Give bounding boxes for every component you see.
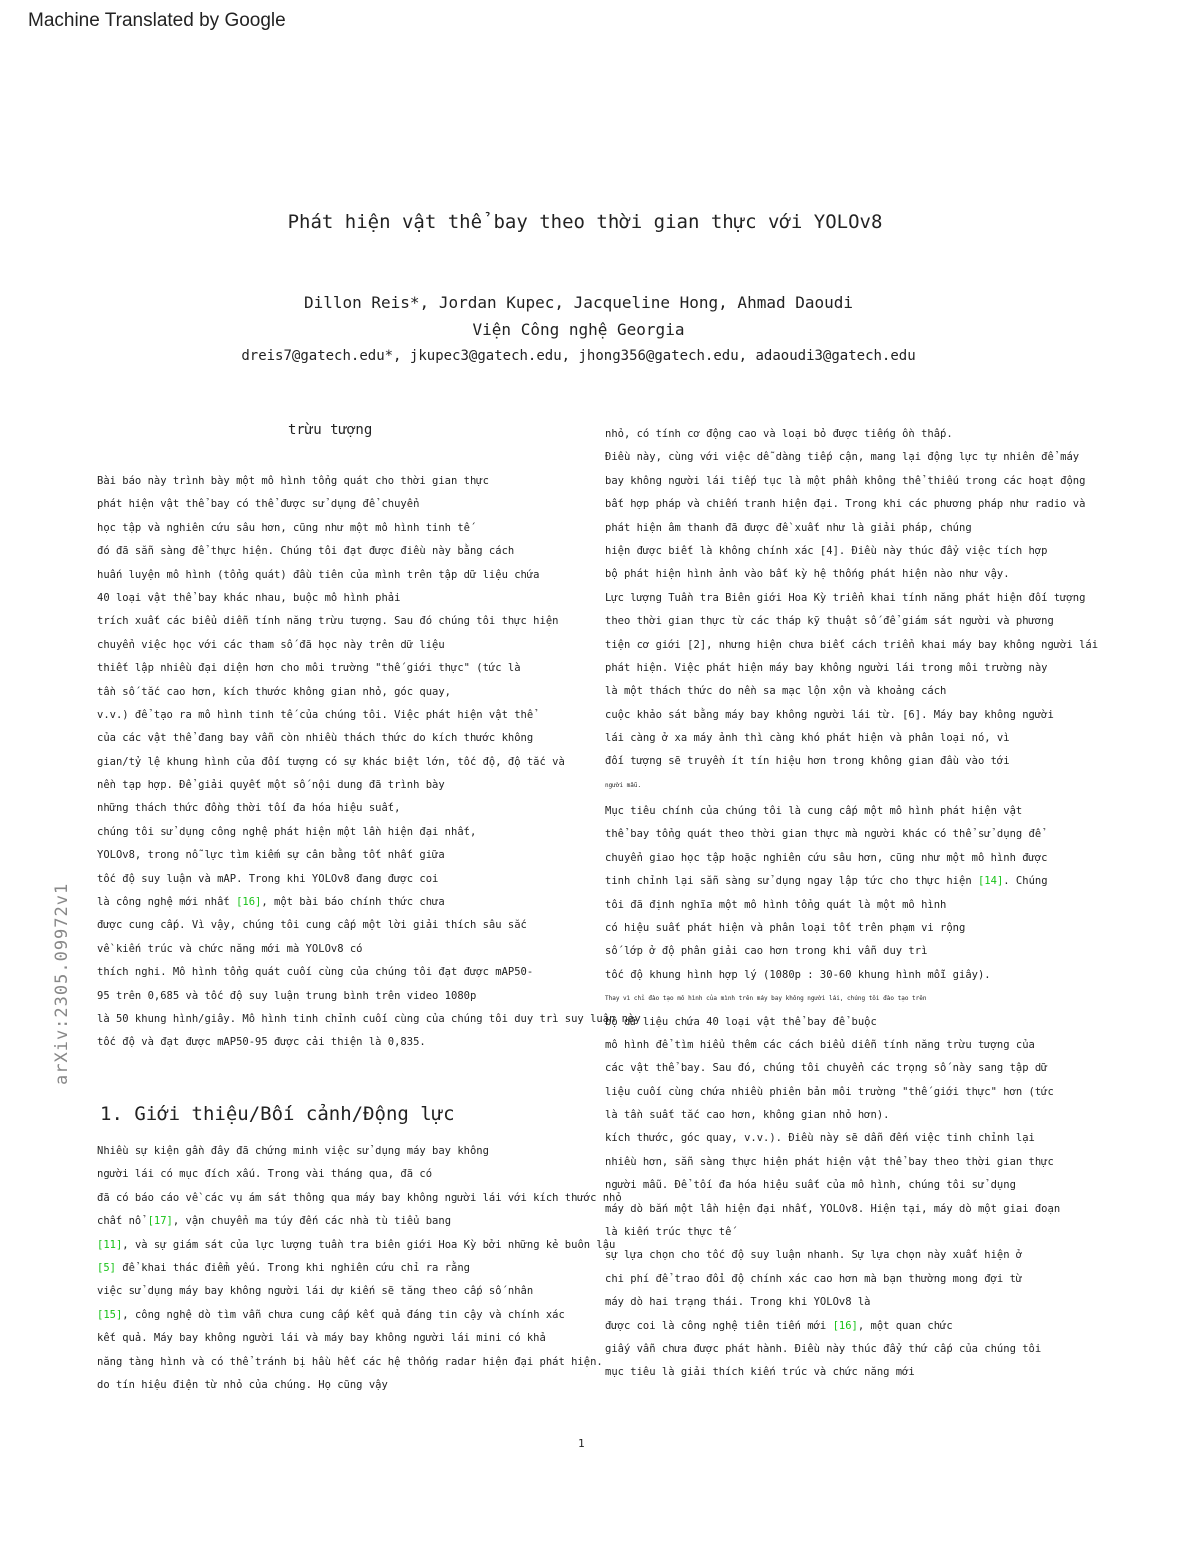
citation-link[interactable]: [15]	[97, 1308, 123, 1321]
text-line: phát hiện vật thể bay có thể được sử dụng để chuyển	[97, 498, 420, 511]
text-line: việc sử dụng máy bay không người lái dự kiến sẽ tăng theo cấp số nhân	[97, 1285, 534, 1298]
text-line: máy dò hai trạng thái. Trong khi YOLOv8 là	[605, 1296, 871, 1309]
affiliation: Viện Công nghệ Georgia	[472, 320, 685, 339]
text-line: những thách thức đồng thời tối đa hóa hiệu suất,	[97, 802, 401, 815]
text-line: v.v.) để tạo ra mô hình tinh tế của chúng tôi. Việc phát hiện vật thể	[97, 708, 534, 721]
paper-title: Phát hiện vật thể bay theo thời gian thực với YOLOv8	[287, 211, 883, 233]
section-heading-intro: 1. Giới thiệu/Bối cảnh/Động lực	[100, 1103, 455, 1125]
machine-translation-banner: Machine Translated by Google	[28, 10, 286, 31]
citation-link[interactable]: [17]	[147, 1215, 173, 1228]
text-line: chúng tôi sử dụng công nghệ phát hiện một lần hiện đại nhất,	[97, 825, 477, 838]
text-line: phát hiện. Việc phát hiện máy bay không người lái trong môi trường này	[605, 661, 1048, 674]
text-line: thể bay tổng quát theo thời gian thực mà người khác có thể sử dụng để	[605, 828, 1042, 841]
text-line: tần số tắc cao hơn, kích thước không gian nhỏ, góc quay,	[97, 685, 452, 698]
text-line: tốc độ khung hình hợp lý (1080p : 30-60 khung hình mỗi giây).	[605, 968, 991, 981]
text-line: Lực lượng Tuần tra Biên giới Hoa Kỳ triển khai tính năng phát hiện đối tượng	[605, 591, 1086, 604]
text-line: hiện được biết là không chính xác [4]. Điều này thúc đẩy việc tích hợp	[605, 544, 1048, 557]
author-emails: dreis7@gatech.edu*, jkupec3@gatech.edu, jhong356@gatech.edu, adaoudi3@gatech.edu	[241, 348, 916, 364]
text-line: về kiến trúc và chức năng mới mà YOLOv8 có	[97, 942, 363, 955]
text-line: chuyển việc học với các tham số đã học này trên dữ liệu	[97, 638, 445, 651]
text-line: [5] để khai thác điểm yếu. Trong khi nghiên cứu chỉ ra rằng	[97, 1261, 470, 1274]
text-line: tốc độ suy luận và mAP. Trong khi YOLOv8 đang được coi	[97, 872, 439, 885]
text-line: tiện cơ giới [2], nhưng hiện chưa biết cách triển khai máy bay không người lái	[605, 638, 1099, 651]
text-line: do tín hiệu điện từ nhỏ của chúng. Họ cũng vậy	[97, 1378, 388, 1391]
text-line: tốc độ và đạt được mAP50-95 được cải thiện là 0,835.	[97, 1036, 426, 1049]
citation-link[interactable]: [16]	[832, 1319, 858, 1332]
text-line: nhỏ, có tính cơ động cao và loại bỏ được tiếng ồn thấp.	[605, 428, 953, 440]
text-line: mục tiêu là giải thích kiến trúc và chức năng mới	[605, 1366, 915, 1379]
author-names: Dillon Reis*, Jordan Kupec, Jacqueline Hong, Ahmad Daoudi	[303, 293, 854, 312]
text-line: người mẫu. Để tối đa hóa hiệu suất của mô hình, chúng tôi sử dụng	[605, 1179, 1016, 1192]
text-line: bất hợp pháp và chiến tranh hiện đại. Trong khi các phương pháp như radio và	[605, 498, 1086, 511]
text-line: theo thời gian thực từ các tháp kỹ thuật số để giám sát người và phương	[605, 615, 1054, 628]
text-line: bay không người lái tiếp tục là một phần không thể thiếu trong các hoạt động	[605, 474, 1086, 487]
text-line: máy dò bắn một lần hiện đại nhất, YOLOv8. Hiện tại, máy dò một giai đoạn	[605, 1202, 1061, 1215]
right-column-paragraph-1	[605, 423, 1098, 797]
text-line: sự lựa chọn cho tốc độ suy luận nhanh. Sự lựa chọn này xuất hiện ở	[605, 1249, 1023, 1262]
text-line: bộ dữ liệu chứa 40 loại vật thể bay để buộc	[605, 1015, 877, 1028]
right-column-paragraph-2	[605, 800, 1060, 1385]
text-line: 40 loại vật thể bay khác nhau, buộc mô hình phải	[97, 591, 401, 604]
text-line: là một thách thức do nền sa mạc lộn xộn và khoảng cách	[605, 685, 947, 698]
text-line: của các vật thể đang bay vẫn còn nhiều thách thức do kích thước không	[97, 732, 534, 745]
text-line: [11], và sự giám sát của lực lượng tuần tra biên giới Hoa Kỳ bởi những kẻ buôn lậu	[97, 1238, 616, 1251]
citation-link[interactable]: [5]	[97, 1261, 116, 1274]
text-line: giấy vẫn chưa được phát hành. Điều này thúc đẩy thứ cấp của chúng tôi	[605, 1342, 1042, 1355]
text-line: năng tàng hình và có thể tránh bị hầu hết các hệ thống radar hiện đại phát hiện.	[97, 1355, 603, 1368]
text-line: được coi là công nghệ tiên tiến mới [16], một quan chức	[605, 1319, 953, 1332]
text-line: là kiến trúc thực tế	[605, 1226, 732, 1239]
text-line: kết quả. Máy bay không người lái và máy bay không người lái mini có khả	[97, 1332, 546, 1345]
text-line: tinh chỉnh lại sẵn sàng sử dụng ngay lập tức cho thực hiện [14]. Chúng	[605, 875, 1048, 888]
text-line: trích xuất các biểu diễn tính năng trừu tượng. Sau đó chúng tôi thực hiện	[97, 615, 559, 628]
text-line: đã có báo cáo về các vụ ám sát thông qua máy bay không người lái với kích thước nhỏ	[97, 1191, 622, 1204]
text-line: số lớp ở độ phân giải cao hơn trong khi vẫn duy trì	[605, 945, 928, 958]
text-line: là công nghệ mới nhất [16], một bài báo chính thức chưa	[97, 896, 445, 909]
text-line: học tập và nghiên cứu sâu hơn, cũng như một mô hình tinh tế	[97, 521, 470, 534]
intro-body	[97, 1140, 622, 1397]
text-line: đó đã sẵn sàng để thực hiện. Chúng tôi đạt được điều này bằng cách	[97, 545, 515, 558]
text-line: người lái có mục đích xấu. Trong vài tháng qua, đã có	[97, 1168, 433, 1181]
text-line: Nhiều sự kiện gần đây đã chứng minh việc sử dụng máy bay không	[97, 1145, 489, 1157]
text-line: liệu cuối cùng chứa nhiều phiên bản môi trường "thế giới thực" hơn (tức	[605, 1085, 1054, 1098]
text-line: thích nghi. Mô hình tổng quát cuối cùng của chúng tôi đạt được mAP50-	[97, 966, 534, 979]
text-line: 95 trên 0,685 và tốc độ suy luận trung bình trên video 1080p	[97, 989, 477, 1002]
text-line: có hiệu suất phát hiện và phân loại tốt trên phạm vi rộng	[605, 921, 966, 934]
text-line: YOLOv8, trong nỗ lực tìm kiếm sự cân bằng tốt nhất giữa	[97, 849, 445, 862]
arxiv-identifier: arXiv:2305.09972v1	[52, 882, 72, 1085]
citation-link[interactable]: [16]	[236, 896, 262, 909]
text-line: Điều này, cùng với việc dễ dàng tiếp cận, mang lại động lực tự nhiên để máy	[605, 451, 1080, 464]
citation-link[interactable]: [11]	[97, 1238, 123, 1251]
text-line: các vật thể bay. Sau đó, chúng tôi chuyển các trọng số này sang tập dữ	[605, 1062, 1048, 1075]
text-line: nền tạp hợp. Để giải quyết một số nội dung đã trình bày	[97, 779, 445, 792]
text-line: người mẫu.	[605, 781, 642, 789]
page-number: 1	[578, 1437, 585, 1450]
text-line: Mục tiêu chính của chúng tôi là cung cấp một mô hình phát hiện vật	[605, 805, 1023, 817]
text-line: bộ phát hiện hình ảnh vào bất kỳ hệ thống phát hiện nào như vậy.	[605, 568, 1010, 581]
text-line: phát hiện âm thanh đã được đề xuất như là giải pháp, chúng	[605, 521, 972, 534]
text-line: là 50 khung hình/giây. Mô hình tinh chỉnh cuối cùng của chúng tôi duy trì suy luận này	[97, 1012, 641, 1025]
abstract-body	[97, 470, 641, 1055]
text-line: chất nổ [17], vận chuyển ma túy đến các nhà tù tiểu bang	[97, 1215, 452, 1228]
text-line: đối tượng sẽ truyền ít tín hiệu hơn trong không gian đầu vào tới	[605, 755, 1010, 768]
text-line: Bài báo này trình bày một mô hình tổng quát cho thời gian thực	[97, 475, 489, 487]
text-line: chuyển giao học tập hoặc nghiên cứu sâu hơn, cũng như một mô hình được	[605, 851, 1048, 864]
author-block	[0, 289, 1157, 370]
text-line: lái càng ở xa máy ảnh thì càng khó phát hiện và phân loại nó, vì	[605, 732, 1010, 745]
text-line: thiết lập nhiều đại diện hơn cho môi trường "thế giới thực" (tức là	[97, 662, 521, 675]
text-line: gian/tỷ lệ khung hình của đối tượng có sự khác biệt lớn, tốc độ, độ tắc và	[97, 755, 565, 768]
abstract-heading: trừu tượng	[288, 422, 373, 438]
text-line: tôi đã định nghĩa một mô hình tổng quát là một mô hình	[605, 898, 947, 911]
text-line: cuộc khảo sát bằng máy bay không người lái từ. [6]. Máy bay không người	[605, 708, 1054, 721]
text-line: chi phí để trao đổi độ chính xác cao hơn mà bạn thường mong đợi từ	[605, 1272, 1023, 1285]
text-line: nhiều hơn, sẵn sàng thực hiện phát hiện vật thể bay theo thời gian thực	[605, 1155, 1054, 1168]
text-line: được cung cấp. Vì vậy, chúng tôi cung cấp một lời giải thích sâu sắc	[97, 919, 527, 932]
text-line: là tần suất tắc cao hơn, không gian nhỏ hơn).	[605, 1109, 890, 1122]
citation-link[interactable]: [14]	[977, 875, 1004, 888]
text-line: [15], công nghệ dò tìm vẫn chưa cung cấp kết quả đáng tin cậy và chính xác	[97, 1308, 565, 1321]
text-line: Thay vì chỉ đào tạo mô hình của mình trên máy bay không người lái, chúng tôi đào tạo trên	[605, 995, 927, 1003]
text-line: kích thước, góc quay, v.v.). Điều này sẽ dẫn đến việc tinh chỉnh lại	[605, 1132, 1035, 1145]
text-line: huấn luyện mô hình (tổng quát) đầu tiên của mình trên tập dữ liệu chứa	[97, 568, 540, 581]
text-line: mô hình để tìm hiểu thêm các cách biểu diễn tính năng trừu tượng của	[605, 1038, 1035, 1051]
